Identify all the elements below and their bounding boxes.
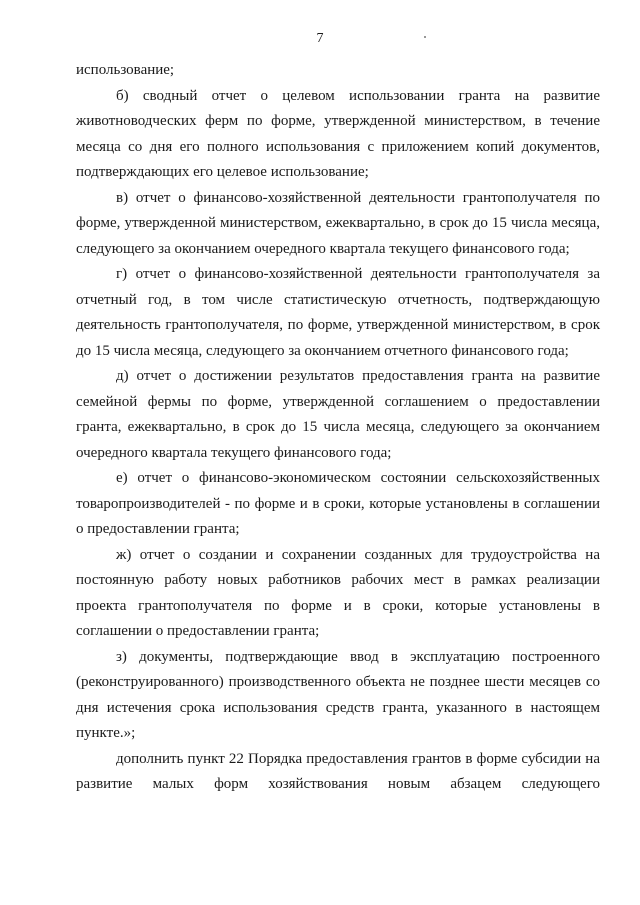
paragraph-item-z: з) документы, подтверждающие ввод в эксплуатацию построенного (реконструированного) производственного объекта не позднее шести месяцев со дня истечения срока использования средств гранта, указанного в настоящем пункте.»; <box>76 648 600 741</box>
paragraph-item-zh: ж) отчет о создании и сохранении созданных для трудоустройства на постоянную работу новых работников рабочих мест в рамках реализации проекта грантополучателя по форме и в сроки, которые установлены в соглашении о предоставлении гранта; <box>76 546 600 639</box>
paragraph-item-d: д) отчет о достижении результатов предоставления гранта на развитие семейной фермы по форме, утвержденной соглашением о предоставлении гранта, ежеквартально, в срок до 15 числа месяца, следующего за окончанием очередного квартала текущего финансового года; <box>76 368 600 461</box>
paragraph-item-v: в) отчет о финансово-хозяйственной деятельности грантополучателя по форме, утвержденной министерством, ежеквартально, в срок до 15 числа месяца, следующего за окончанием очередного квартала текущего финансового года; <box>76 189 600 257</box>
paragraph-item-b: б) сводный отчет о целевом использовании гранта на развитие животноводческих ферм по форме, утвержденной министерством, в течение месяца со дня его полного использования с приложением копий документов, подтверждающих его целевое использование; <box>76 87 600 180</box>
paragraph-item-g: г) отчет о финансово-хозяйственной деятельности грантополучателя за отчетный год, в том числе статистическую отчетность, подтверждающую деятельность грантополучателя, по форме, утвержденной министерством, в срок до 15 числа месяца, следующего за окончанием отчетного финансового года; <box>76 266 600 359</box>
paragraph-item-e: е) отчет о финансово-экономическом состоянии сельскохозяйственных товаропроизводителей - по форме и в сроки, которые установлены в соглашении о предоставлении гранта; <box>76 470 600 537</box>
document-body <box>76 58 600 798</box>
paragraph-amendment: дополнить пункт 22 Порядка предоставления грантов в форме субсидии на развитие малых форм хозяйствования новым абзацем следующего <box>76 750 600 792</box>
paragraph-continuation: использование; <box>76 62 175 78</box>
scan-speck <box>424 36 426 38</box>
page-number: 7 <box>316 31 324 46</box>
